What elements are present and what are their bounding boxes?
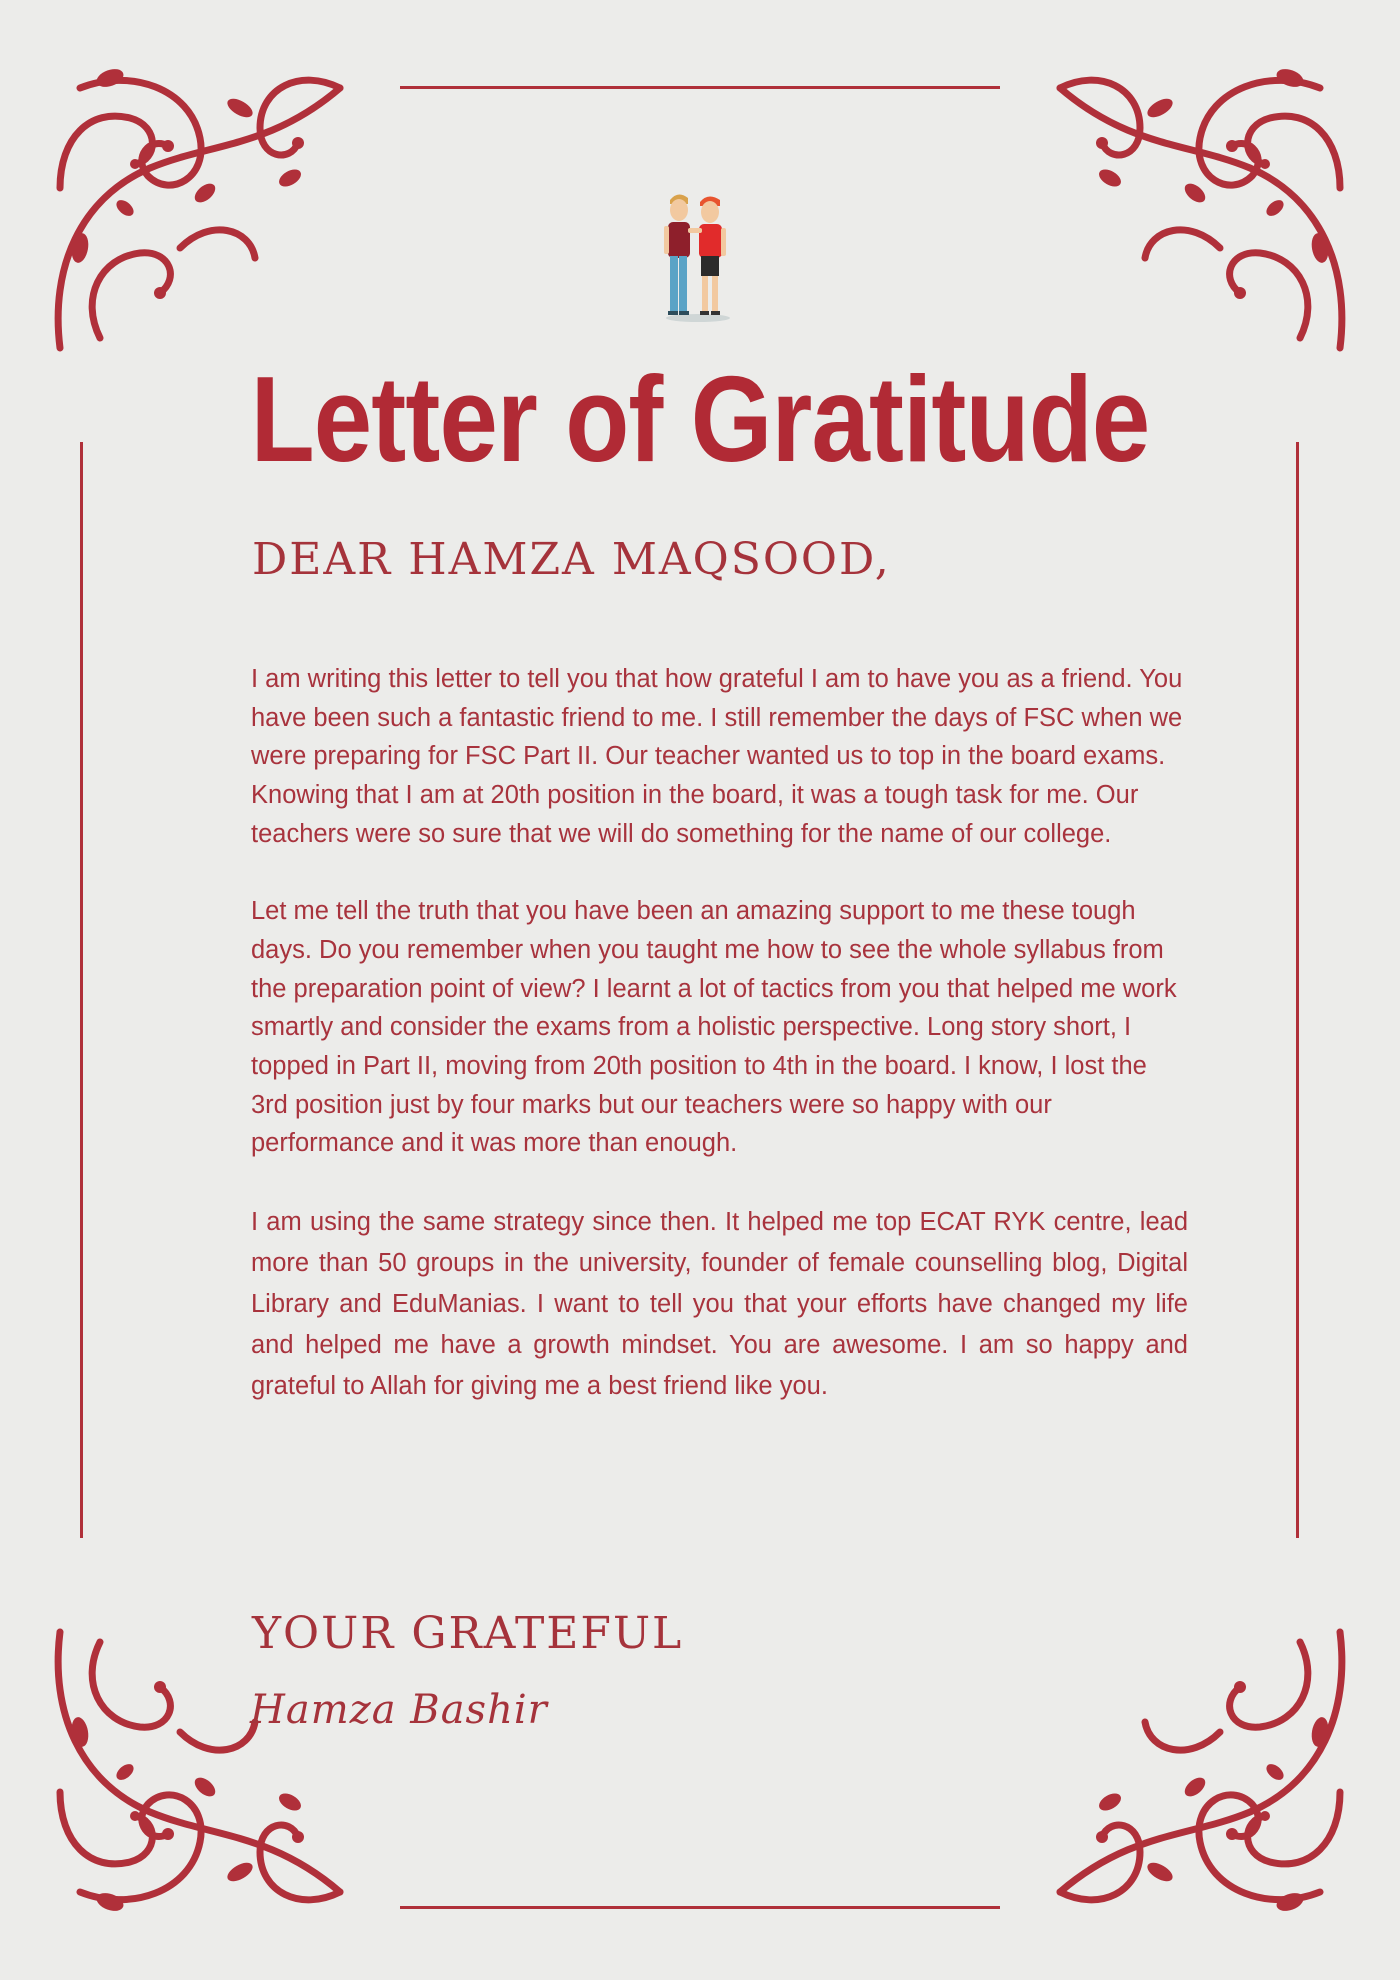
signature: Hamza Bashir (250, 1687, 548, 1733)
body-paragraph: I am writing this letter to tell you that how grateful I am to have you as a friend. You have been such a fantastic friend to me. I still remember the days of FSC when we were preparing for FSC Part II. Our teacher wanted us to top in the board exams. Knowing that I am at 20th position in the board, it was a tough task for me. Our teachers were so sure that we will do something for the name of our college. (251, 665, 1183, 848)
two-friends-icon (658, 190, 738, 325)
page-title: Letter of Gratitude (250, 351, 1150, 487)
letter-body (251, 660, 1188, 1446)
floral-flourish-icon (40, 1612, 360, 1932)
floral-flourish-icon (1040, 1612, 1360, 1932)
bottom-divider (400, 1906, 1000, 1909)
left-border-line (80, 442, 83, 1538)
body-paragraph: Let me tell the truth that you have been an amazing support to me these tough days. Do you remember when you taught me how to see the whole syllabus from the preparation point of view? I learnt a lot of tactics from you that helped me work smartly and consider the exams from a holistic perspective. Long story short, I topped in Part II, moving from 20th position to 4th in the board. I know, I lost the 3rd position just by four marks but our teachers were so happy with our performance and it was more than enough. (251, 897, 1177, 1158)
top-divider (400, 86, 1000, 89)
body-paragraph: I am using the same strategy since then. It helped me top ECAT RYK centre, lead more than 50 groups in the university, founder of female counselling blog, Digital Library and EduManias. I want to tell you that your efforts have changed my life and helped me have a growth mindset. You are awesome. I am so happy and grateful to Allah for giving me a best friend like you. (251, 1207, 1188, 1400)
salutation: DEAR HAMZA MAQSOOD, (252, 534, 891, 585)
floral-flourish-icon (40, 48, 360, 368)
closing-line: YOUR GRATEFUL (252, 1608, 684, 1659)
floral-flourish-icon (1040, 48, 1360, 368)
right-border-line (1296, 442, 1299, 1538)
